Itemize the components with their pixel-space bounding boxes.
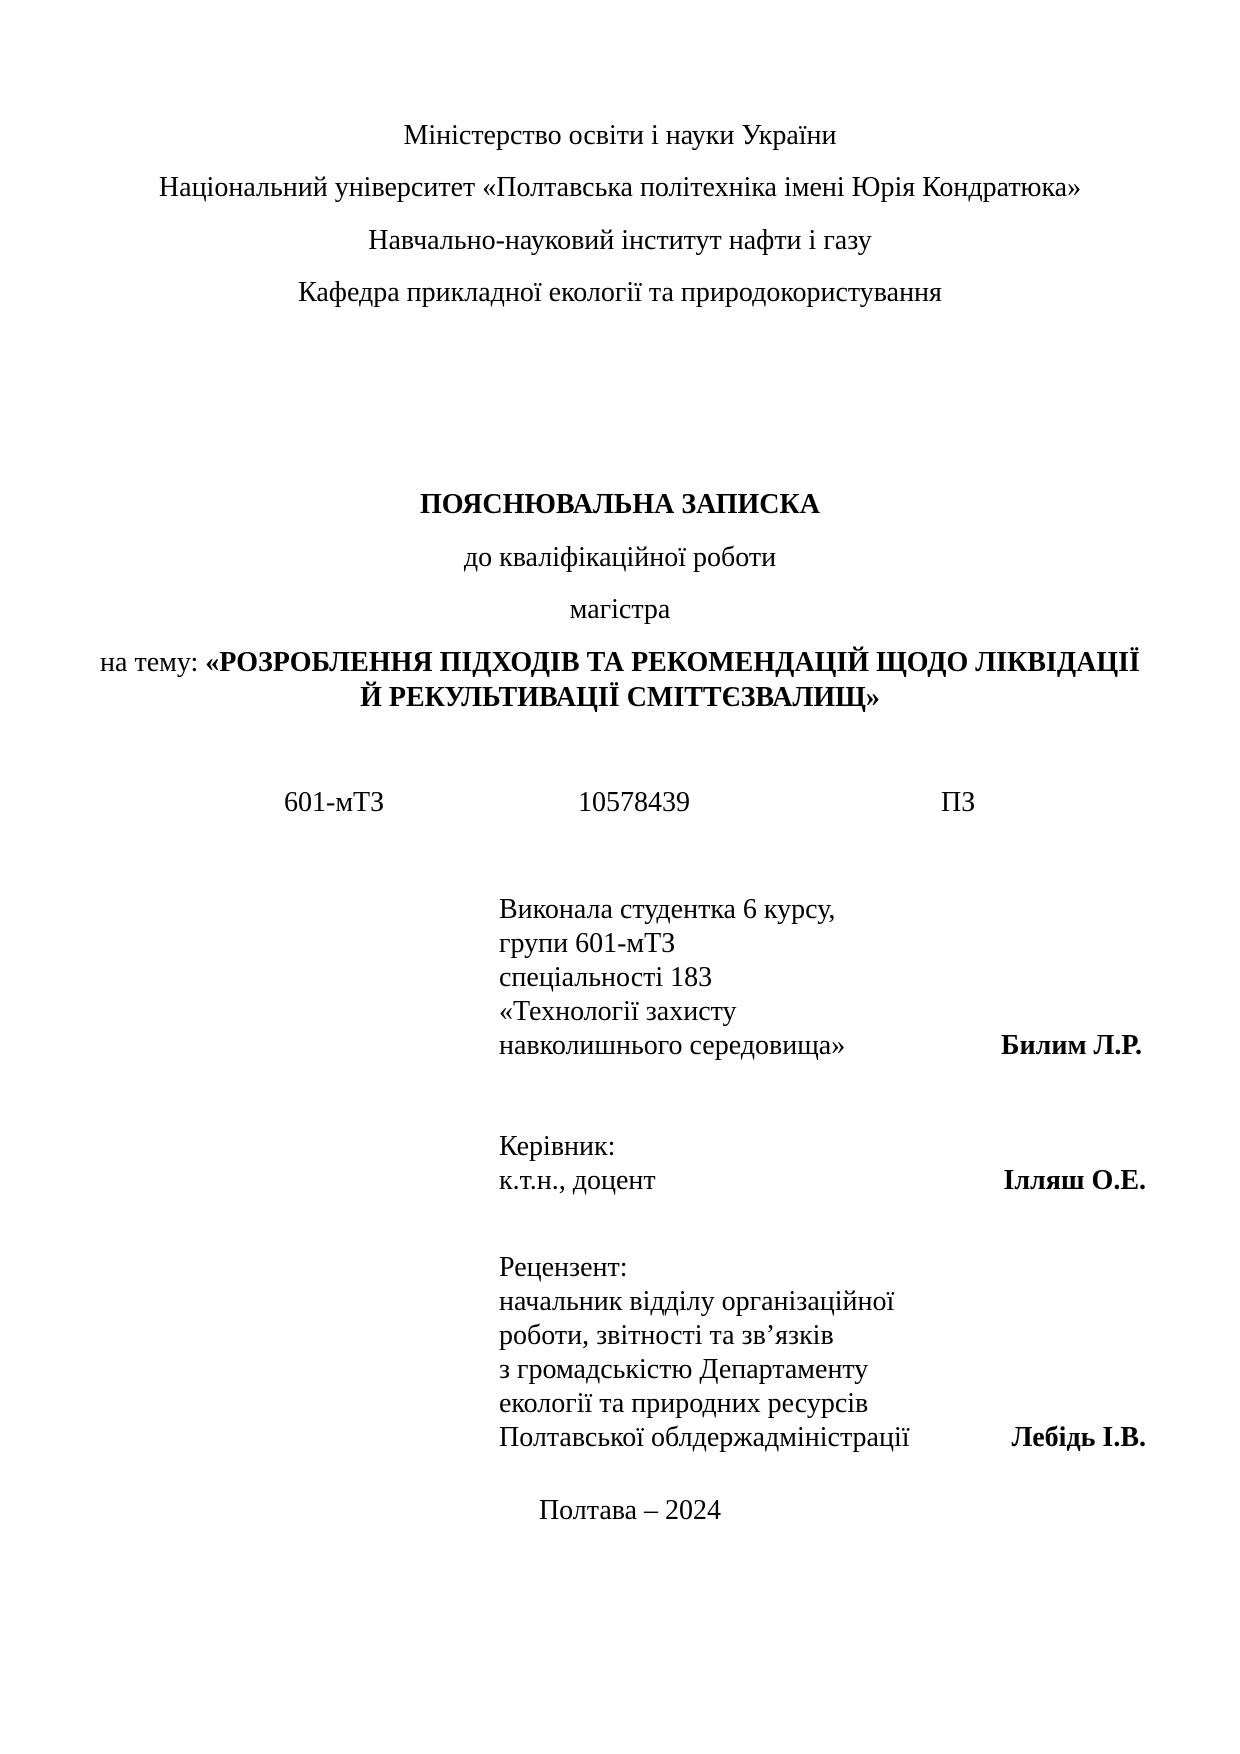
student-line-4: «Технології захисту [499,996,737,1027]
document-number: 10578439 [578,787,690,818]
group-code: 601-мТЗ [284,787,385,818]
student-line-1: Виконала студентка 6 курсу, [499,894,836,925]
document-title: ПОЯСНЮВАЛЬНА ЗАПИСКА [419,489,821,520]
topic-title-part-1: «РОЗРОБЛЕННЯ ПІДХОДІВ ТА РЕКОМЕНДАЦІЙ ЩОДО ЛІКВІДАЦІЇ [205,647,1140,678]
topic-prefix: на тему: [100,647,206,678]
reviewer-line-3: роботи, звітності та зв’язків [499,1320,834,1351]
degree-label: магістра [569,594,671,625]
student-line-2: групи 601-мТЗ [499,928,676,959]
student-name: Билим Л.Р. [1000,1030,1142,1061]
institute-line: Навчально-науковий інститут нафти і газу [368,225,872,256]
student-line-3: спеціальності 183 [499,962,713,993]
ministry-line: Міністерство освіти і науки України [403,120,837,151]
university-line: Національний університет «Полтавська політехніка імені Юрія Кондратюка» [158,172,1082,203]
topic-line-1 [0,649,1240,677]
reviewer-line-5: екології та природних ресурсів [499,1388,869,1419]
document-type-code: ПЗ [941,787,976,818]
reviewer-line-6: Полтавської облдержадміністрації [499,1422,910,1453]
document-subtitle: до кваліфікаційної роботи [463,542,777,573]
student-line-5: навколишнього середовища» [499,1030,846,1061]
city-year: Полтава – 2024 [538,1495,722,1526]
reviewer-line-4: з громадськістю Департаменту [499,1354,869,1385]
reviewer-name: Лебідь І.В. [1011,1422,1146,1453]
department-line: Кафедра прикладної екології та природокористування [298,277,942,308]
supervisor-name: Ілляш О.Е. [1003,1165,1146,1196]
topic-title-part-2: Й РЕКУЛЬТИВАЦІЇ СМІТТЄЗВАЛИЩ» [360,682,880,713]
supervisor-title: к.т.н., доцент [499,1165,656,1196]
reviewer-line-2: начальник відділу організаційної [499,1286,895,1317]
supervisor-label: Керівник: [499,1131,616,1162]
reviewer-label: Рецензент: [499,1252,628,1283]
